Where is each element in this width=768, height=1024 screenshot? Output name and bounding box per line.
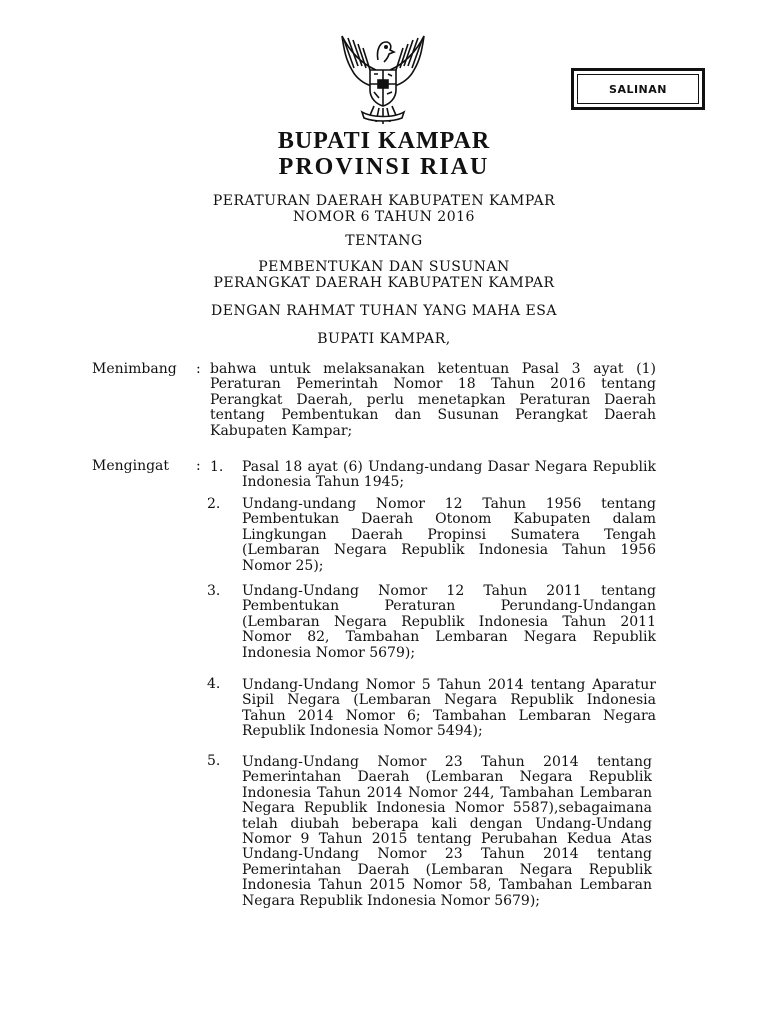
title-provinsi-riau: PROVINSI RIAU bbox=[278, 154, 490, 180]
mengingat-colon: : bbox=[196, 458, 201, 474]
rahmat-line: DENGAN RAHMAT TUHAN YANG MAHA ESA bbox=[211, 303, 557, 319]
menimbang-colon: : bbox=[196, 361, 201, 377]
mengingat-item-number: 3. bbox=[207, 583, 221, 599]
title-bupati-kampar: BUPATI KAMPAR bbox=[277, 128, 491, 154]
mengingat-item-text: Undang-Undang Nomor 5 Tahun 2014 tentang Aparatur Sipil Negara (Lembaran Negara Republik Indonesia Tahun 2014 Nomor 6; Tambahan Lembaran Negara Republik Indonesia Nomor 5494); bbox=[242, 677, 656, 740]
menimbang-text: bahwa untuk melaksanakan ketentuan Pasal 3 ayat (1) Peraturan Pemerintah Nomor 18 Tahun 2016 tentang Perangkat Daerah, perlu menetapkan Peraturan Daerah tentang Pembentukan dan Susunan Perangkat Daerah Kabupaten Kampar; bbox=[210, 361, 656, 439]
salinan-stamp bbox=[571, 68, 705, 110]
mengingat-item-number: 5. bbox=[207, 753, 221, 769]
mengingat-item-text: Undang-Undang Nomor 12 Tahun 2011 tentang Pembentukan Peraturan Perundang-Undangan (Lembaran Negara Republik Indonesia Tahun 2011 Nomor 82, Tambahan Lembaran Negara Republik Indonesia Nomor 5679); bbox=[242, 583, 656, 661]
garuda-emblem-icon bbox=[332, 30, 434, 128]
mengingat-item-text: Undang-Undang Nomor 23 Tahun 2014 tentang Pemerintahan Daerah (Lembaran Negara Republik Indonesia Tahun 2014 Nomor 244, Tambahan Lembaran Negara Republik Indonesia Nomor 5587),sebagaimana telah diubah beberapa kali dengan Undang-Undang Nomor 9 Tahun 2015 tentang Perubahan Kedua Atas Undang-Undang Nomor 23 Tahun 2014 tentang Pemerintahan Daerah (Lembaran Negara Republik Indonesia Tahun 2015 Nomor 58, Tambahan Lembaran Negara Republik Indonesia Nomor 5679); bbox=[242, 754, 652, 909]
mengingat-item-number: 1. bbox=[210, 459, 224, 475]
mengingat-item-text: Undang-undang Nomor 12 Tahun 1956 tentang Pembentukan Daerah Otonom Kabupaten dalam Lingkungan Daerah Propinsi Sumatera Tengah (Lembaran Negara Republik Indonesia Tahun 1956 Nomor 25); bbox=[242, 496, 656, 574]
subject-line-1: PEMBENTUKAN DAN SUSUNAN bbox=[258, 259, 510, 275]
mengingat-label: Mengingat bbox=[92, 458, 170, 474]
regulation-title: PERATURAN DAERAH KABUPATEN KAMPAR bbox=[212, 193, 556, 209]
tentang-heading: TENTANG bbox=[345, 233, 423, 249]
mengingat-item-text: Pasal 18 ayat (6) Undang-undang Dasar Negara Republik Indonesia Tahun 1945; bbox=[242, 459, 656, 491]
subject-line-2: PERANGKAT DAERAH KABUPATEN KAMPAR bbox=[213, 275, 555, 291]
menimbang-label: Menimbang bbox=[92, 361, 177, 377]
mengingat-item-number: 2. bbox=[207, 496, 221, 512]
bupati-line: BUPATI KAMPAR, bbox=[317, 331, 451, 347]
salinan-label: SALINAN bbox=[577, 74, 699, 104]
mengingat-item-number: 4. bbox=[207, 676, 221, 692]
regulation-number: NOMOR 6 TAHUN 2016 bbox=[293, 209, 475, 225]
